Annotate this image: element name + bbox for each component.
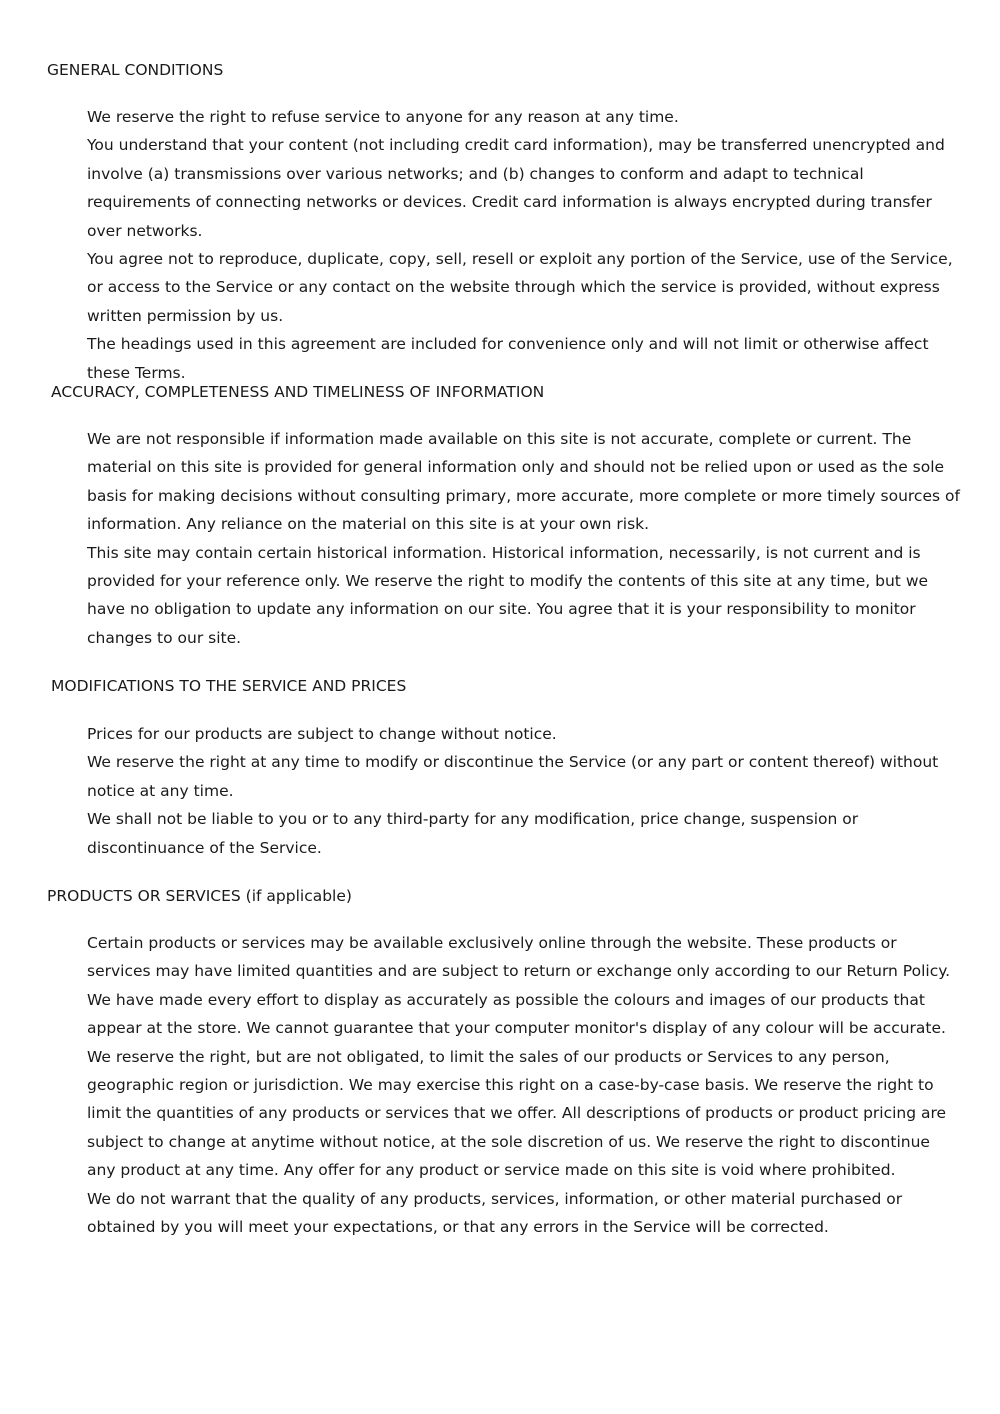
paragraph: We shall not be liable to you or to any third-party for any modification, price change, suspension or discontinuance of the Service. [87, 810, 859, 857]
section-body [87, 103, 962, 387]
section-heading: MODIFICATIONS TO THE SERVICE AND PRICES [51, 677, 407, 695]
paragraph: You agree not to reproduce, duplicate, copy, sell, resell or exploit any portion of the Service, use of the Service, or access to the Service or any contact on the website through which the service is provided, without express written permission by us. [87, 250, 953, 325]
paragraph: We reserve the right to refuse service to anyone for any reason at any time. [87, 108, 679, 126]
section-heading: PRODUCTS OR SERVICES (if applicable) [47, 887, 352, 905]
paragraph: Certain products or services may be available exclusively online through the website. These products or services may have limited quantities and are subject to return or exchange only according to our Return Policy. [87, 934, 951, 981]
paragraph: This site may contain certain historical information. Historical information, necessarily, is not current and is provided for your reference only. We reserve the right to modify the contents of this site at any time, but we have no obligation to update any information on our site. You agree that it is your responsibility to monitor changes to our site. [87, 543, 929, 647]
paragraph: Prices for our products are subject to change without notice. [87, 725, 557, 743]
paragraph: We have made every effort to display as accurately as possible the colours and images of our products that appear at the store. We cannot guarantee that your computer monitor's display of any colour will be accurate. [87, 990, 946, 1038]
paragraph: You understand that your content (not including credit card information), may be transferred unencrypted and involve (a) transmissions over various networks; and (b) changes to conform and adapt to technical requirements of connecting networks or devices. Credit card information is always encrypted during transfer over networks. [87, 136, 945, 240]
paragraph: We reserve the right, but are not obligated, to limit the sales of our products or Services to any person, geographic region or jurisdiction. We may exercise this right on a case-by-case basis. We reserve the right to limit the quantities of any products or services that we offer. All descriptions of products or product pricing are subject to change at anytime without notice, at the sole discretion of us. We reserve the right to discontinue any product at any time. Any offer for any product or service made on this site is void where prohibited. [87, 1047, 947, 1180]
section-heading: ACCURACY, COMPLETENESS AND TIMELINESS OF INFORMATION [51, 383, 545, 401]
section-heading: GENERAL CONDITIONS [47, 61, 224, 79]
section-body [87, 720, 962, 862]
paragraph: We do not warrant that the quality of any products, services, information, or other material purchased or obtained by you will meet your expectations, or that any errors in the Service will be corrected. [87, 1189, 903, 1237]
section-body [87, 425, 962, 652]
paragraph: We reserve the right at any time to modify or discontinue the Service (or any part or content thereof) without notice at any time. [87, 753, 939, 800]
section-body [87, 929, 962, 1241]
paragraph: We are not responsible if information made available on this site is not accurate, complete or current. The material on this site is provided for general information only and should not be relied upon or used as the sole basis for making decisions without consulting primary, more accurate, more complete or more timely sources of information. Any reliance on the material on this site is at your own risk. [87, 430, 960, 534]
paragraph: The headings used in this agreement are included for convenience only and will not limit or otherwise affect these Terms. [87, 335, 929, 382]
